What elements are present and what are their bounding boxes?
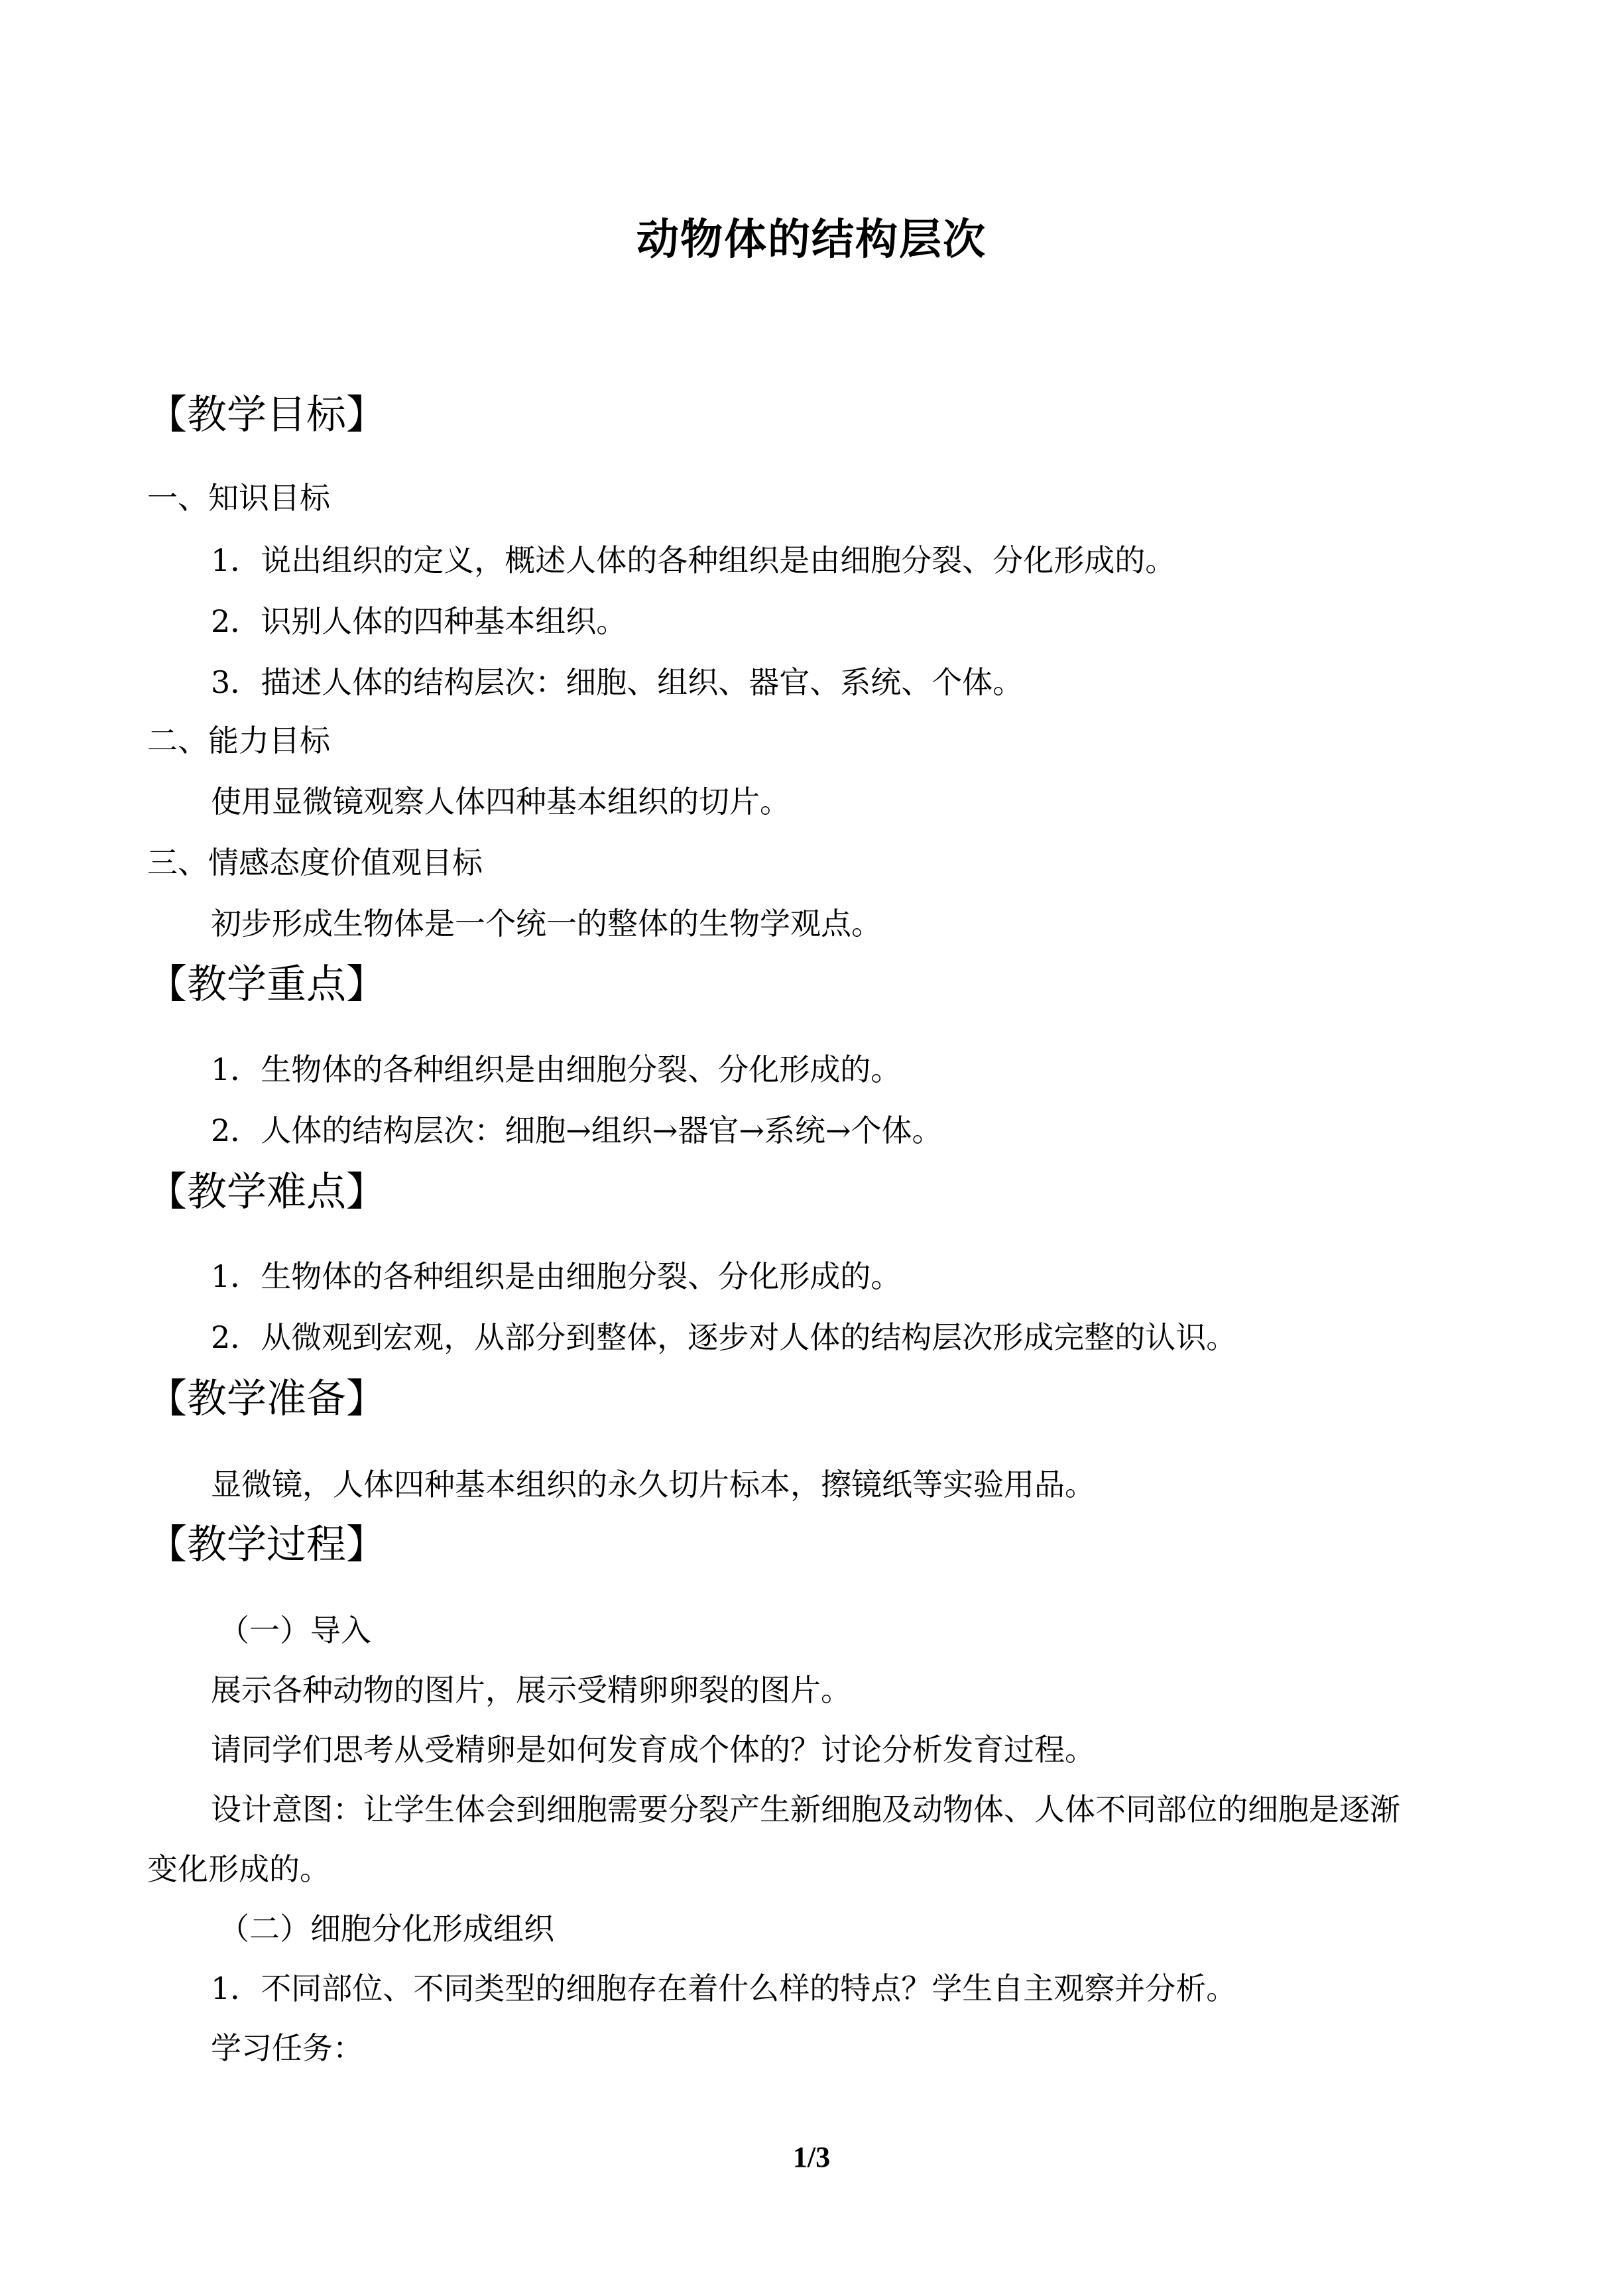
knowledge-objective-label: 一、知识目标 <box>147 480 330 516</box>
knowledge-item: 1．说出组织的定义，概述人体的各种组织是由细胞分裂、分化形成的。 <box>211 542 1176 578</box>
difficulty-item: 2．从微观到宏观，从部分到整体，逐步对人体的结构层次形成完整的认识。 <box>211 1319 1237 1355</box>
intro-line: 请同学们思考从受精卵是如何发育成个体的？讨论分析发育过程。 <box>211 1732 1095 1768</box>
preparation-text: 显微镜，人体四种基本组织的永久切片标本，擦镜纸等实验用品。 <box>211 1467 1095 1502</box>
key-point-item: 2．人体的结构层次：细胞→组织→器官→系统→个体。 <box>211 1113 943 1148</box>
emotion-objective-text: 初步形成生物体是一个统一的整体的生物学观点。 <box>211 906 882 941</box>
emotion-objective-label: 三、情感态度价值观目标 <box>147 845 483 880</box>
heading-objectives: 【教学目标】 <box>147 392 386 438</box>
ability-objective-text: 使用显微镜观察人体四种基本组织的切片。 <box>211 784 790 819</box>
heading-process: 【教学过程】 <box>147 1522 386 1568</box>
key-point-item: 1．生物体的各种组织是由细胞分裂、分化形成的。 <box>211 1052 902 1087</box>
knowledge-item: 3．描述人体的结构层次：细胞、组织、器官、系统、个体。 <box>211 664 1024 700</box>
heading-difficulties: 【教学难点】 <box>147 1169 386 1215</box>
design-intent-line: 设计意图：让学生体会到细胞需要分裂产生新细胞及动物体、人体不同部位的细胞是逐渐 <box>211 1791 1400 1827</box>
knowledge-item: 2．识别人体的四种基本组织。 <box>211 603 627 639</box>
design-intent-line: 变化形成的。 <box>147 1851 330 1887</box>
heading-preparation: 【教学准备】 <box>147 1376 386 1422</box>
intro-line: 展示各种动物的图片，展示受精卵卵裂的图片。 <box>211 1672 851 1708</box>
part2-line: 学习任务： <box>211 2030 363 2066</box>
intro-label: （一）导入 <box>219 1612 371 1648</box>
heading-key-points: 【教学重点】 <box>147 961 386 1008</box>
difficulty-item: 1．生物体的各种组织是由细胞分裂、分化形成的。 <box>211 1258 902 1294</box>
page-title: 动物体的结构层次 <box>636 215 987 265</box>
part2-line: 1．不同部位、不同类型的细胞存在着什么样的特点？学生自主观察并分析。 <box>211 1970 1237 2006</box>
part2-label: （二）细胞分化形成组织 <box>219 1911 554 1947</box>
ability-objective-label: 二、能力目标 <box>147 723 330 758</box>
page-number: 1/3 <box>792 2141 831 2173</box>
